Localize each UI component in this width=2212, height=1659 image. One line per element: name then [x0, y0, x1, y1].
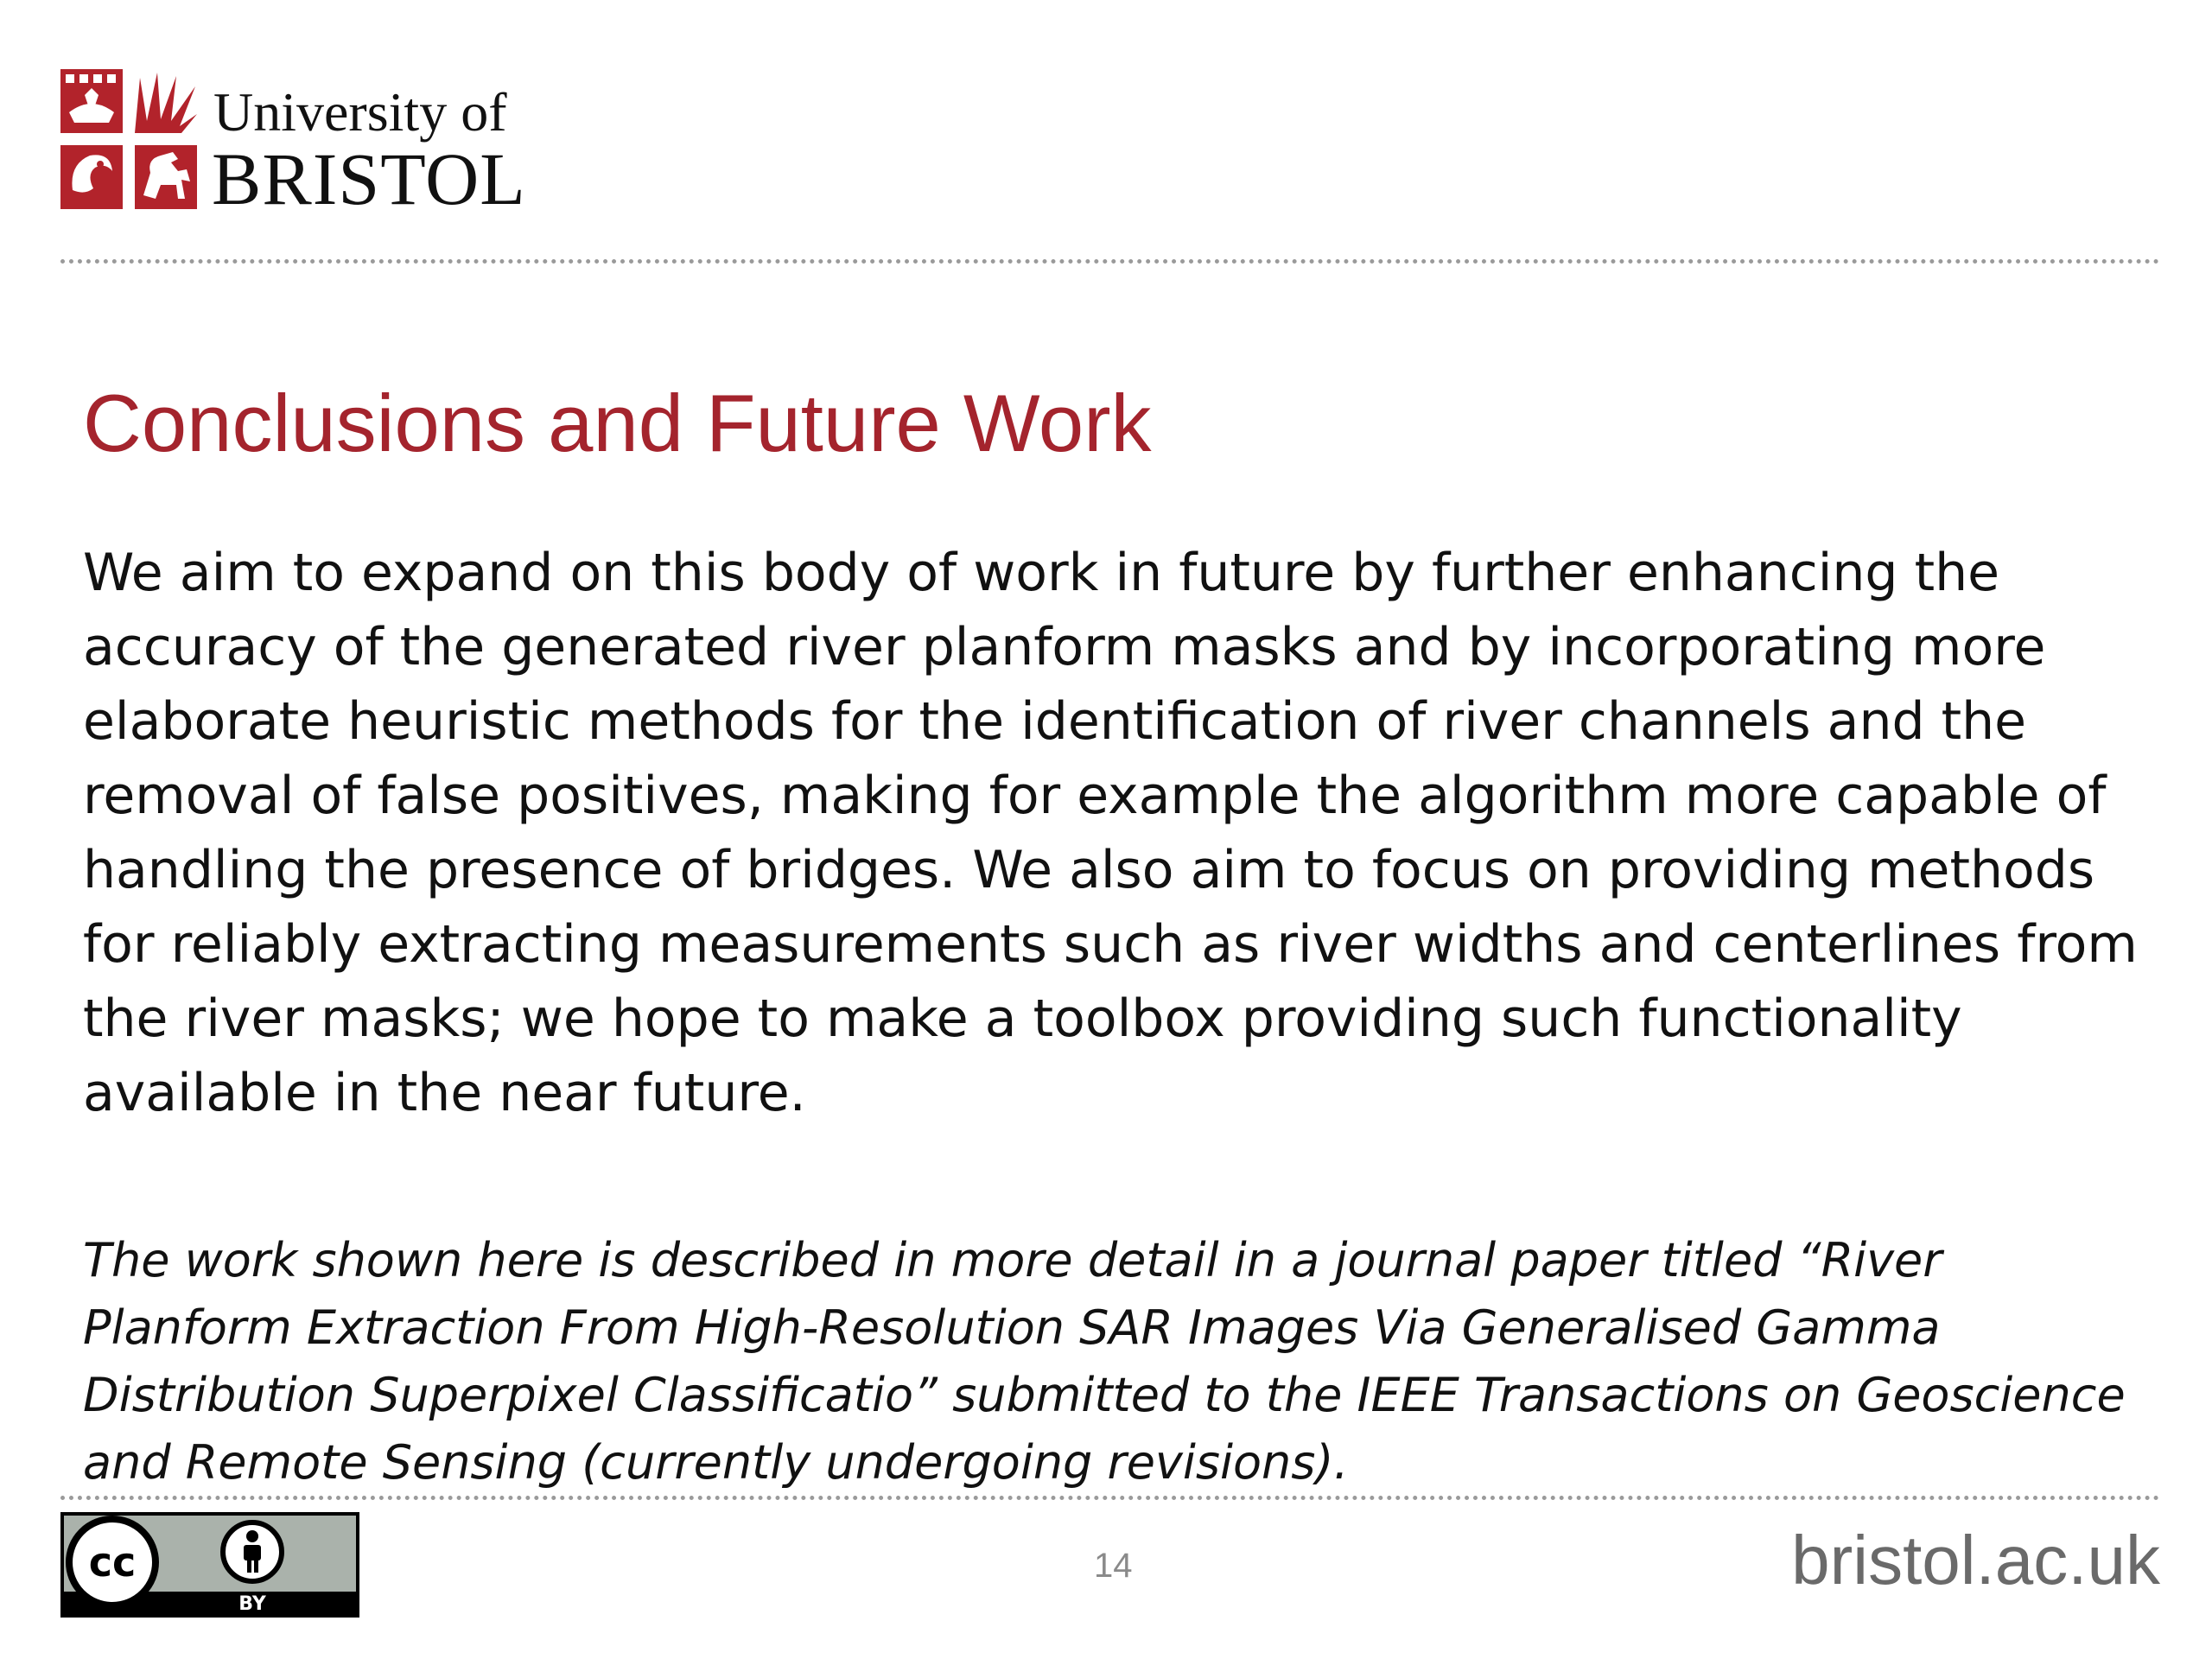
- svg-text:cc: cc: [88, 1539, 137, 1586]
- logo-text-bristol: BRISTOL: [212, 137, 526, 220]
- footer-divider: [60, 1496, 2160, 1500]
- header-divider: [60, 259, 2160, 264]
- cc-by-license-icon: [60, 1512, 359, 1618]
- slide-title: Conclusions and Future Work: [83, 378, 1152, 468]
- page-number: 14: [1094, 1547, 1133, 1585]
- university-crest-icon: [60, 69, 197, 209]
- reference-note: The work shown here is described in more detail in a journal paper titled “River Planform Extraction From High-Resolution SAR Images Via Generalised Gamma Distribution Superpixel Classificatio” submitted to the IEEE Transactions on Geoscience and Remote Sensing (currently undergoing revisions).: [83, 1233, 2126, 1490]
- body-paragraph: We aim to expand on this body of work in future by further enhancing the accuracy of the generated river planform masks and by incorporating more elaborate heuristic methods for the identification of river channels and the removal of false positives, making for example the algorithm more capable of handling the presence of bridges. We also aim to focus on providing methods for reliably extracting measurements such as river widths and centerlines from the river masks; we hope to make a toolbox providing such functionality available in the near future.: [83, 543, 2138, 1123]
- logo-text-university-of: University of: [213, 81, 507, 143]
- site-url: bristol.ac.uk: [1791, 1522, 2160, 1599]
- cc-by-label: BY: [238, 1593, 266, 1615]
